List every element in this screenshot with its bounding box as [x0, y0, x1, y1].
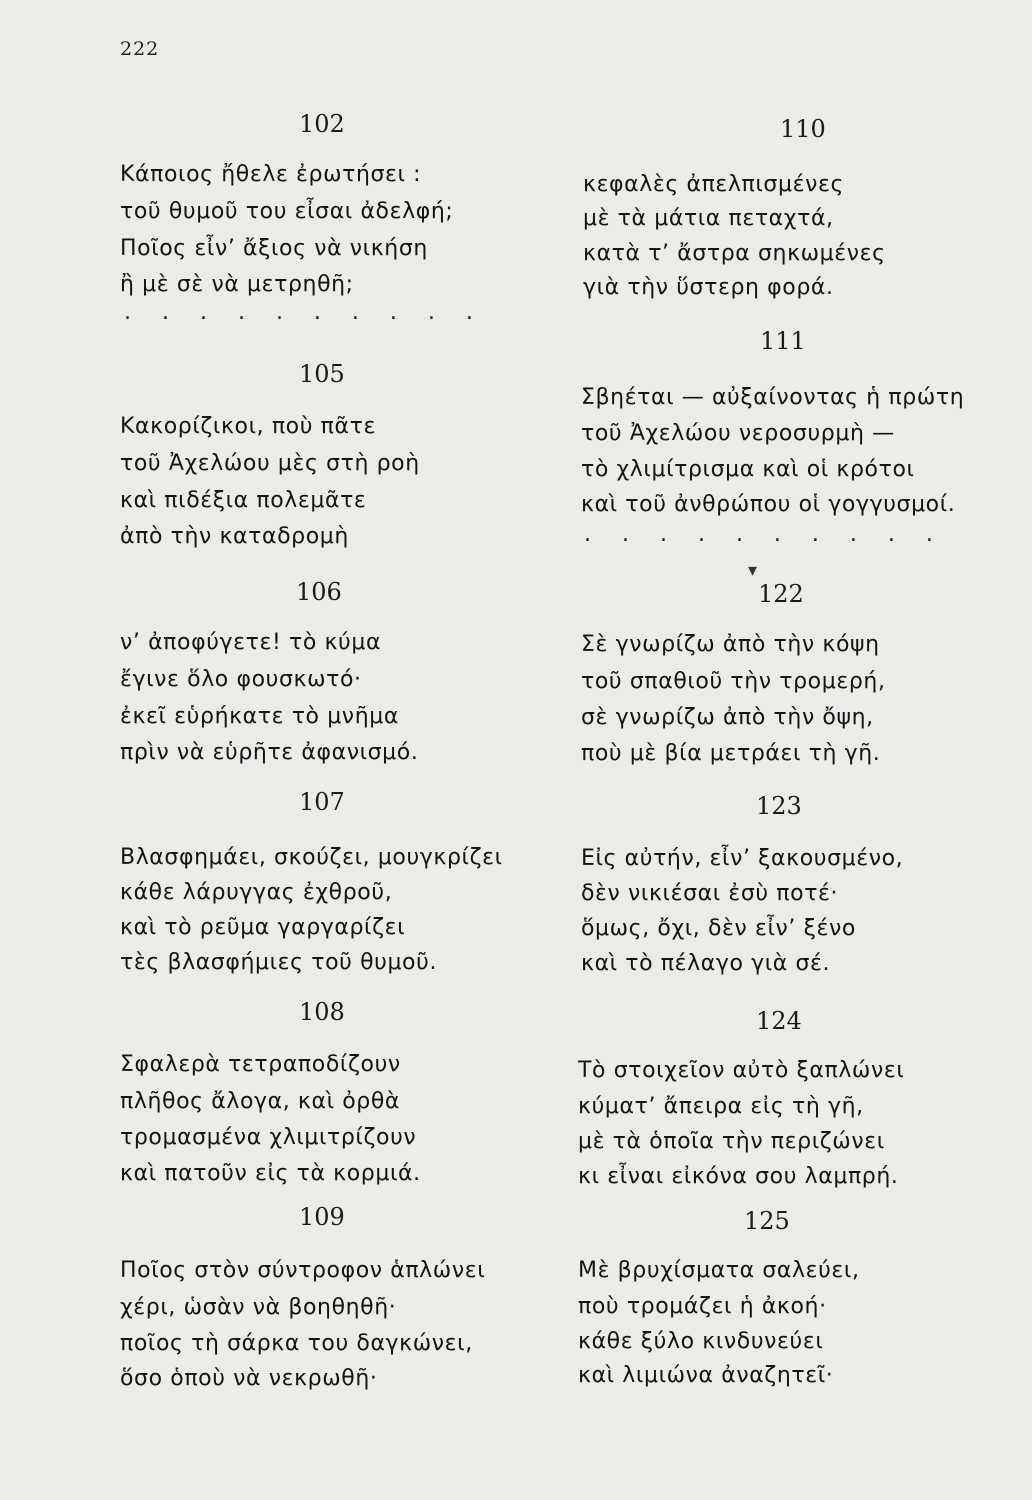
verse-line: τὸ χλιμίτρισμα καὶ οἱ κρότοι: [581, 457, 915, 482]
verse-line: τρομασμένα χλιμιτρίζουν: [120, 1125, 417, 1150]
stanza-number: 110: [780, 115, 826, 143]
stanza-number: 105: [299, 360, 345, 388]
verse-line: σὲ γνωρίζω ἀπὸ τὴν ὄψη,: [581, 705, 874, 730]
verse-line: κατὰ τ’ ἄστρα σηκωμένες: [583, 241, 886, 266]
verse-line: καὶ πατοῦν εἰς τὰ κορμιά.: [120, 1161, 421, 1186]
page-number: 222: [120, 38, 160, 60]
verse-line: καὶ τὸ ρεῦμα γαργαρίζει: [120, 915, 406, 940]
verse-line: ν’ ἀποφύγετε! τὸ κύμα: [120, 630, 382, 655]
verse-line: μὲ τὰ ὁποῖα τὴν περιζώνει: [578, 1129, 885, 1154]
stanza-number: 106: [296, 578, 342, 606]
ornament-mark: ▾: [748, 560, 758, 581]
verse-line: τοῦ θυμοῦ του εἶσαι ἀδελφή;: [120, 199, 454, 224]
stanza-number: 102: [299, 110, 345, 138]
verse-line: ποὺ μὲ βία μετράει τὴ γῆ.: [581, 741, 881, 766]
verse-line: καὶ πιδέξια πολεμᾶτε: [120, 488, 367, 513]
verse-line: χέρι, ὡσὰν νὰ βοηθηθῆ·: [120, 1295, 397, 1320]
stanza-number: 125: [744, 1207, 790, 1235]
verse-line: Εἰς αὐτήν, εἶν’ ξακουσμένο,: [581, 846, 904, 871]
verse-line: τὲς βλασφήμιες τοῦ θυμοῦ.: [120, 950, 438, 975]
verse-line: κύματ’ ἄπειρα εἰς τὴ γῆ,: [578, 1094, 864, 1119]
stanza-number: 122: [758, 580, 804, 608]
stanza-number: 109: [299, 1203, 345, 1231]
omission-dots: . . . . . . . . . .: [124, 300, 485, 325]
verse-line: Ποῖος εἶν’ ἄξιος νὰ νικήση: [120, 236, 428, 261]
verse-line: κάθε λάρυγγας ἐχθροῦ,: [120, 880, 393, 905]
verse-line: δὲν νικιέσαι ἐσὺ ποτέ·: [581, 881, 839, 906]
verse-line: τοῦ Ἀχελώου νεροσυρμὴ —: [581, 421, 895, 446]
verse-line: καὶ τὸ πέλαγο γιὰ σέ.: [581, 951, 831, 976]
stanza-number: 124: [756, 1007, 802, 1035]
verse-line: πλῆθος ἄλογα, καὶ ὀρθὰ: [120, 1089, 401, 1114]
stanza-number: 123: [756, 792, 802, 820]
stanza-number: 108: [299, 998, 345, 1026]
verse-line: ἔγινε ὅλο φουσκωτό·: [120, 667, 362, 692]
verse-line: ἢ μὲ σὲ νὰ μετρηθῆ;: [120, 272, 354, 297]
verse-line: Μὲ βρυχίσματα σαλεύει,: [578, 1258, 860, 1283]
verse-line: κι εἶναι εἰκόνα σου λαμπρή.: [578, 1164, 899, 1189]
verse-line: Κακορίζικοι, ποὺ πᾶτε: [120, 414, 376, 439]
verse-line: μὲ τὰ μάτια πεταχτά,: [583, 206, 834, 231]
verse-line: Βλασφημάει, σκούζει, μουγκρίζει: [120, 845, 503, 870]
verse-line: καὶ τοῦ ἀνθρώπου οἱ γογγυσμοί.: [581, 492, 956, 517]
verse-line: τοῦ Ἀχελώου μὲς στὴ ροὴ: [120, 451, 420, 476]
verse-line: Σὲ γνωρίζω ἀπὸ τὴν κόψη: [581, 632, 880, 657]
verse-line: ὅσο ὁποὺ νὰ νεκρωθῆ·: [120, 1366, 378, 1391]
verse-line: τοῦ σπαθιοῦ τὴν τρομερή,: [581, 669, 886, 694]
verse-line: ποῖος τὴ σάρκα του δαγκώνει,: [120, 1331, 473, 1356]
verse-line: ποὺ τρομάζει ἡ ἀκοή·: [578, 1294, 827, 1319]
omission-dots: . . . . . . . . . .: [584, 522, 945, 547]
verse-line: Ποῖος στὸν σύντροφον ἁπλώνει: [120, 1258, 486, 1283]
verse-line: πρὶν νὰ εὑρῆτε ἀφανισμό.: [120, 740, 419, 765]
verse-line: γιὰ τὴν ὕστερη φορά.: [583, 275, 834, 300]
verse-line: Σβηέται — αὐξαίνοντας ἡ πρώτη: [581, 385, 965, 410]
verse-line: ὅμως, ὄχι, δὲν εἶν’ ξένο: [581, 916, 856, 941]
stanza-number: 111: [760, 327, 806, 355]
verse-line: κεφαλὲς ἀπελπισμένες: [583, 172, 844, 197]
stanza-number: 107: [299, 788, 345, 816]
verse-line: Τὸ στοιχεῖον αὐτὸ ξαπλώνει: [578, 1058, 905, 1083]
verse-line: ἐκεῖ εὑρήκατε τὸ μνῆμα: [120, 704, 399, 729]
verse-line: καὶ λιμιώνα ἀναζητεῖ·: [578, 1363, 834, 1388]
verse-line: Σφαλερὰ τετραποδίζουν: [120, 1052, 401, 1077]
verse-line: κάθε ξύλο κινδυνεύει: [578, 1329, 824, 1354]
verse-line: Κάποιος ἤθελε ἐρωτήσει :: [120, 162, 422, 187]
verse-line: ἀπὸ τὴν καταδρομὴ: [120, 524, 349, 549]
